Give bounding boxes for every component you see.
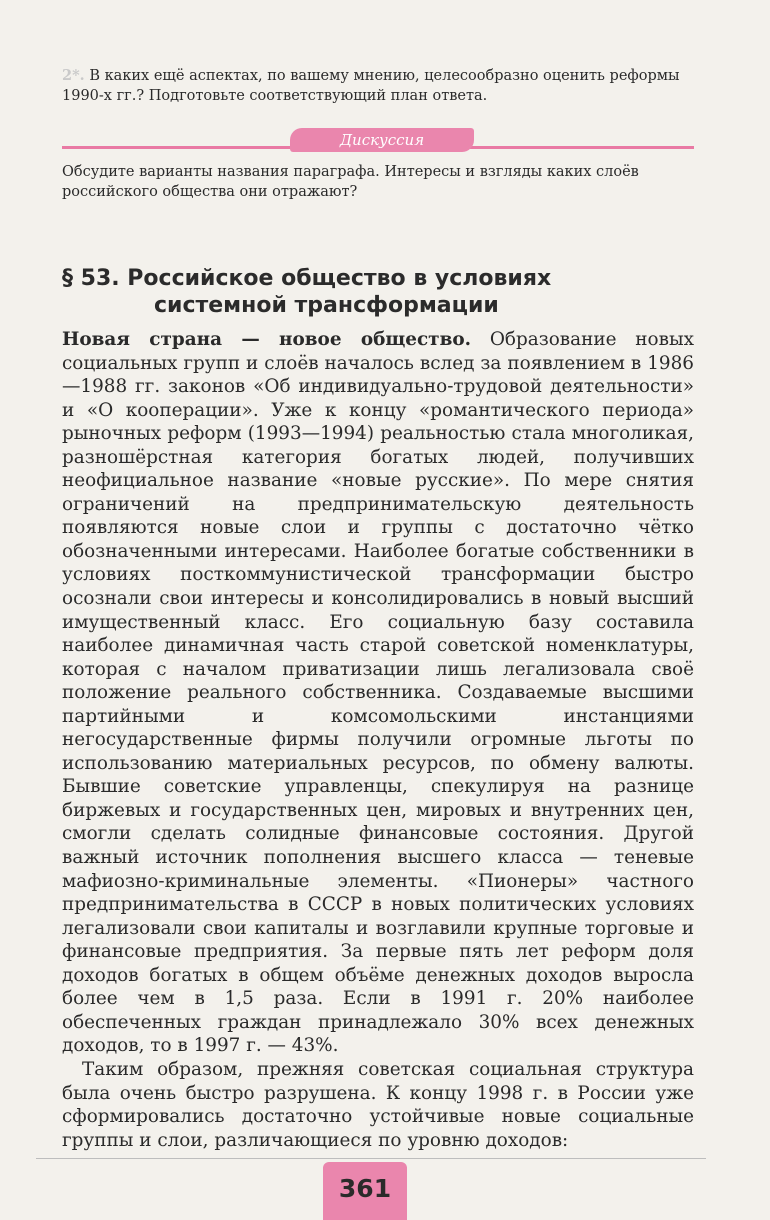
body-paragraph-1 — [62, 328, 694, 1058]
run-in-heading: Новая страна — новое общество. — [62, 329, 472, 350]
section-title-line2: системной трансформации — [154, 293, 499, 318]
body-paragraph-2: Таким образом, прежняя советская социальная структура была очень быстро разрушена. К концу 1998 г. в России уже сформировались достаточно устойчивые новые социальные группы и слои, различающиеся по уровню доходов: — [62, 1058, 694, 1151]
question-text: В каких ещё аспектах, по вашему мнению, целесообразно оценить реформы 1990-х гг.? Подготовьте соответствующий план ответа. — [62, 68, 680, 104]
paragraph-1-text: Образование новых социальных групп и слоёв началось вслед за появлением в 1986—1988 гг. законов «Об индивидуально-трудовой деятельности» и «О кооперации». Уже к концу «романтического периода» рыночных реформ (1993—1994) реальностью стала многоликая, разношёрстная категория богатых людей, получивших неофициальное название «новые русские». По мере снятия ограничений на предпринимательскую деятельность появляются новые слои и группы с достаточно чётко обозначенными интересами. Наиболее богатые собственники в условиях посткоммунистической трансформации быстро осознали свои интересы и консолидировались в новый высший имущественный класс. Его социальную базу составила наиболее динамичная часть старой советской номенклатуры, которая с началом приватизации лишь легализовала своё положение реального собственника. Создаваемые высшими партийными и комсомольскими инстанциями негосударственные фирмы получили огромные льготы по использованию материальных ресурсов, по обмену валюты. Бывшие советские управленцы, спекулируя на разнице биржевых и государственных цен, мировых и внутренних цен, смогли сделать солидные финансовые состояния. Другой важный источник пополнения высшего класса — теневые мафиозно-криминальные элементы. «Пионеры» частного предпринимательства в СССР в новых политических условиях легализовали свои капиталы и возглавили крупные торговые и финансовые предприятия. За первые пять лет реформ доля доходов богатых в общем объёме денежных доходов выросла более чем в 1,5 раза. Если в 1991 г. 20% наиболее обеспеченных граждан принадлежало 30% всех денежных доходов, то в 1997 г. — 43%. — [62, 329, 694, 1057]
page-number: 361 — [338, 1174, 392, 1203]
discussion-banner — [62, 124, 694, 154]
discussion-text: Обсудите варианты названия параграфа. Интересы и взгляды каких слоёв российского общества они отражают? — [62, 164, 639, 200]
review-question — [62, 66, 694, 106]
discussion-label: Дискуссия — [290, 128, 474, 152]
page-number-tab — [323, 1162, 407, 1220]
footer-rule — [36, 1158, 706, 1159]
question-number: 2*. — [62, 67, 85, 84]
section-title — [62, 265, 702, 319]
section-title-line1: § 53. Российское общество в условиях — [62, 266, 552, 291]
section-body — [62, 328, 694, 1152]
